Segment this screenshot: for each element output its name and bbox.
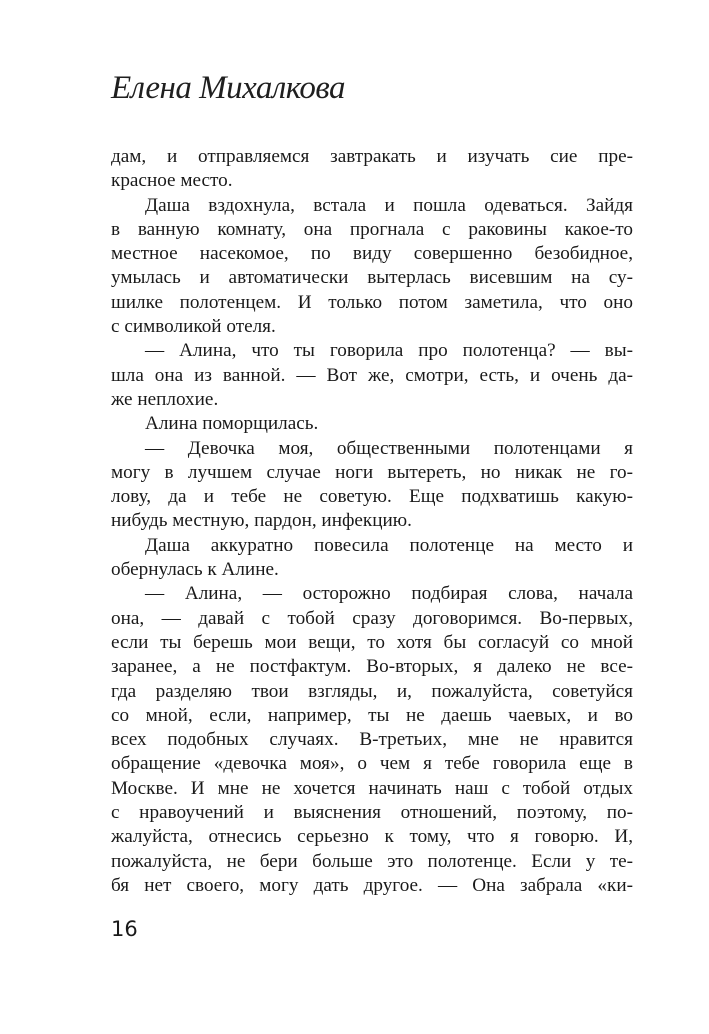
text-line: — Алина, что ты говорила про полотенца? — вы- [145,340,633,362]
text-line: шилке полотенцем. И только потом заметила, что оно [111,291,633,313]
text-line: Алина поморщилась. [145,413,319,435]
text-line: — Алина, — осторожно подбирая слова, начала [145,583,633,605]
text-line: дам, и отправляемся завтракать и изучать сие пре- [111,146,633,167]
text-line: шла она из ванной. — Вот же, смотри, есть, и очень да- [111,364,633,386]
text-line: обернулась к Алине. [111,559,279,581]
text-line: в ванную комнату, она прогнала с раковины какое-то [111,218,633,240]
text-line: Даша аккуратно повесила полотенце на место и [145,534,633,556]
page-number: 16 [111,917,138,941]
text-line: бя нет своего, могу дать другое. — Она забрала «ки- [111,874,633,896]
text-line: с символикой отеля. [111,316,276,338]
text-line: Москве. И мне не хочется начинать наш с тобой отдых [111,777,633,799]
running-header-author: Елена Михалкова [111,70,346,106]
text-line: с нравоучений и выяснения отношений, поэтому, по- [111,802,633,824]
text-line: она, — давай с тобой сразу договоримся. Во-первых, [111,607,633,629]
text-line: обращение «девочка моя», о чем я тебе говорила еще в [111,753,633,775]
text-line: красное место. [111,170,233,192]
text-line: нибудь местную, пардон, инфекцию. [111,510,412,532]
text-line: же неплохие. [111,388,219,410]
body-text [111,145,633,898]
text-line: пожалуйста, не бери больше это полотенце. Если у те- [111,850,633,872]
text-line: могу в лучшем случае ноги вытереть, но никак не го- [111,461,633,483]
text-line: со мной, если, например, ты не даешь чаевых, и во [111,704,633,726]
text-line: всех подобных случаях. В-третьих, мне не нравится [111,729,633,751]
text-line: гда разделяю твои взгляды, и, пожалуйста, советуйся [111,680,633,702]
text-line: лову, да и тебе не советую. Еще подхватишь какую- [111,486,633,508]
text-line: местное насекомое, по виду совершенно безобидное, [111,243,633,265]
text-line: — Девочка моя, общественными полотенцами я [145,437,633,459]
text-line: умылась и автоматически вытерлась висевшим на су- [111,267,633,289]
text-line: жалуйста, отнесись серьезно к тому, что я говорю. И, [111,826,633,848]
text-line: если ты берешь мои вещи, то хотя бы согласуй со мной [111,631,633,653]
text-line: Даша вздохнула, встала и пошла одеваться. Зайдя [145,194,633,216]
text-line: заранее, а не постфактум. Во-вторых, я далеко не все- [111,656,633,678]
